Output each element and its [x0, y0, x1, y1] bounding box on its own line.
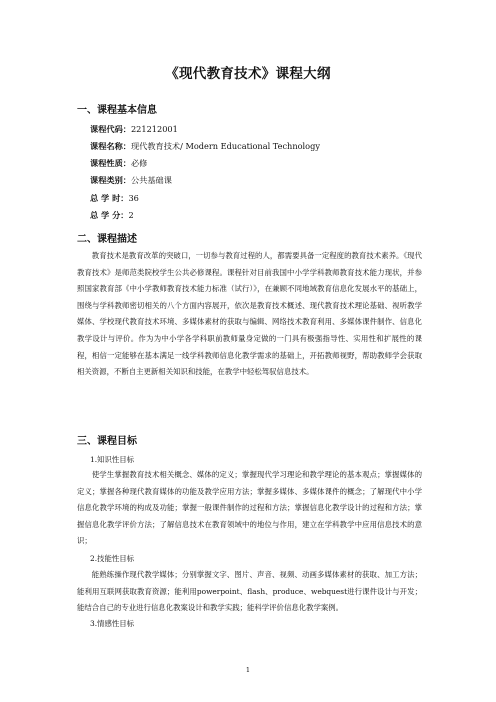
info-label: 课程性质：	[90, 158, 131, 168]
info-value: 公共基础课	[130, 175, 172, 185]
info-label: 课程名称：	[90, 141, 131, 151]
info-value: 现代教育技术/ Modern Educational Technology	[130, 141, 320, 151]
info-row-course-code	[90, 124, 178, 135]
section-heading-basic-info: 一、课程基本信息	[77, 105, 157, 116]
info-value: 221212001	[130, 124, 178, 134]
section-heading-course-goals: 三、课程目标	[77, 436, 137, 447]
goal-knowledge-title: 1.知识性目标	[90, 455, 135, 464]
info-row-total-hours	[90, 193, 139, 204]
info-label: 课程代码：	[90, 124, 131, 134]
info-value: 2	[128, 210, 134, 220]
goal-skills-title: 2.技能性目标	[90, 554, 135, 563]
info-label: 总 学 分：	[90, 210, 129, 220]
section-heading-course-description: 二、课程描述	[77, 234, 137, 245]
info-row-course-category	[90, 175, 172, 186]
info-row-course-nature	[90, 158, 147, 169]
document-title: 《现代教育技术》课程大纲	[165, 66, 331, 82]
course-description-paragraph: 教育技术是教育改革的突破口，一切参与教育过程的人，都需要具备一定程度的教育技术素养。《现代教育技术》是师范类院校学生公共必修课程。课程针对目前我国中小学学科教师教育技术能力现状，并参照国家教育部《中小学教师教育技术能力标准（试行）》，在兼顾不同地域教育信息化发展水平的基础上，围绕与学科教师密切相关的八个方面内容展开，依次是教育技术概述、现代教育技术理论基础、视听教学媒体、学校现代教育技术环境、多媒体素材的获取与编辑、网络技术教育利用、多媒体课件制作、信息化教学设计与评价。作为为中小学各学科职前教师量身定做的一门具有极强指导性、实用性和扩展性的课程，相信一定能够在基本满足一线学科教师信息化教学需求的基础上，开拓教师视野，帮助教师学会获取相关资源，不断自主更新相关知识和技能，在教学中轻松驾驭信息技术。	[77, 251, 422, 377]
info-value: 36	[128, 193, 139, 203]
info-label: 课程类别：	[90, 175, 131, 185]
info-row-course-name	[90, 141, 320, 152]
goal-affective-title: 3.情感性目标	[90, 619, 135, 628]
goal-skills-text: 能熟练操作现代教学媒体；分别掌握文字、图片、声音、视频、动画多媒体素材的获取、加工方法；能利用互联网获取教育资源；能利用powerpoint、flash、produce、webquest进行课件设计与开发；能结合自己的专业进行信息化教案设计和教学实践；能科学评价信息化教学案例。	[77, 570, 422, 613]
info-value: 必修	[130, 158, 148, 168]
goal-knowledge-text: 使学生掌握教育技术相关概念、媒体的定义；掌握现代学习理论和教学理论的基本观点；掌握媒体的定义；掌握各种现代教育媒体的功能及教学应用方法；掌握多媒体、多媒体课件的概念；了解现代中小学信息化教学环境的构成及功能；掌握一般课件制作的过程和方法；掌握信息化教学设计的过程和方法；掌握信息化教学评价方法；了解信息技术在教育领域中的地位与作用，建立在学科教学中应用信息技术的意识；	[77, 470, 422, 546]
info-row-total-credits	[90, 210, 134, 221]
info-label: 总 学 时：	[90, 193, 129, 203]
page-number: 1	[245, 666, 251, 674]
